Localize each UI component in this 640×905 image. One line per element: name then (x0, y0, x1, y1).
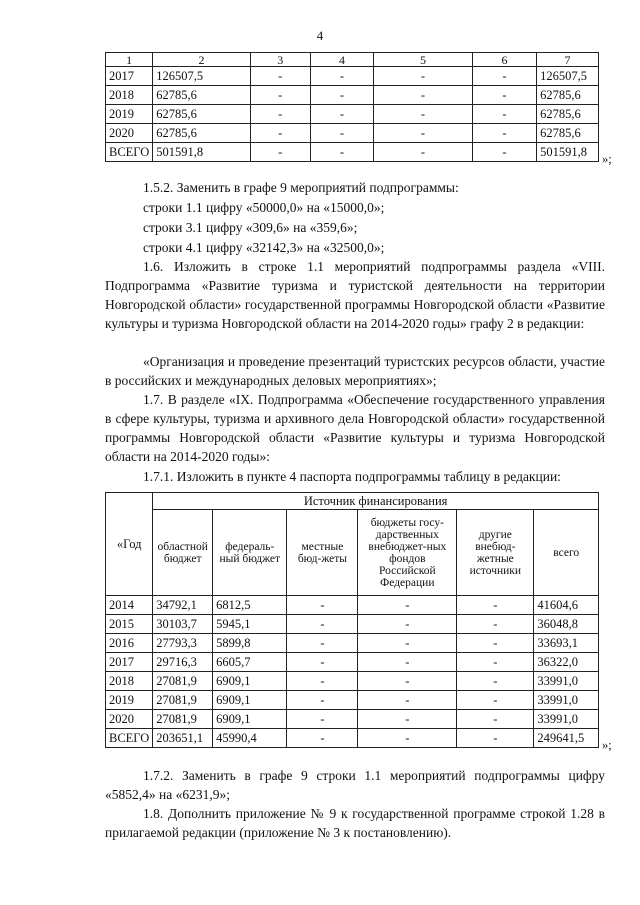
table-row (106, 615, 599, 634)
para-1-7-2: 1.7.2. Заменить в графе 9 строки 1.1 мероприятий подпрограммы цифру «5852,4» на «6231,9»; (105, 768, 605, 802)
table-cell: - (374, 143, 473, 162)
para-line-4-1: строки 4.1 цифру «32142,3» на «32500,0»; (143, 240, 385, 255)
table-cell: 501591,8 (537, 143, 599, 162)
table-cell: 2018 (106, 672, 153, 691)
table-cell: - (310, 143, 373, 162)
table-cell: - (287, 615, 358, 634)
table-cell: 34792,1 (153, 596, 213, 615)
table-cell: 33991,0 (534, 710, 599, 729)
table-cell: 45990,4 (213, 729, 287, 748)
table-cell: 27081,9 (153, 710, 213, 729)
table-cell: - (374, 86, 473, 105)
table-cell: - (472, 86, 536, 105)
column-number: 3 (250, 53, 310, 67)
para-1-7-1: 1.7.1. Изложить в пункте 4 паспорта подпрограммы таблицу в редакции: (143, 469, 561, 484)
table-cell: ВСЕГО (106, 143, 153, 162)
year-header: «Год (106, 493, 153, 596)
table-cell: - (374, 67, 473, 86)
column-number: 7 (537, 53, 599, 67)
col-regional: областной бюджет (153, 510, 213, 596)
table-cell: 29716,3 (153, 653, 213, 672)
table-cell: 62785,6 (537, 86, 599, 105)
para-1-5-2: 1.5.2. Заменить в графе 9 мероприятий подпрограммы: (143, 180, 459, 195)
table-cell: - (358, 691, 457, 710)
para-1-8: 1.8. Дополнить приложение № 9 к государственной программе строкой 1.28 в прилагаемой редакции (приложение № 3 к постановлению). (105, 806, 605, 840)
table-cell: 36322,0 (534, 653, 599, 672)
table-cell: - (287, 634, 358, 653)
table-row (106, 710, 599, 729)
para-quote: «Организация и проведение презентаций туристских ресурсов области, участие в российских и международных деловых мероприятиях»; (105, 354, 605, 388)
column-number: 4 (310, 53, 373, 67)
table-cell: 62785,6 (537, 105, 599, 124)
para-1-6: 1.6. Изложить в строке 1.1 мероприятий подпрограммы раздела «VIII. Подпрограмма «Развитие туризма и туристской деятельности на территории Новгородской области» государственной программы Новгородской области «Развитие культуры и туризма Новгородской области на 2014-2020 годы» графу 2 в редакции: (105, 259, 605, 331)
col-total: всего (534, 510, 599, 596)
table-cell: 2016 (106, 634, 153, 653)
table-cell: 6605,7 (213, 653, 287, 672)
column-number: 6 (472, 53, 536, 67)
table-row (106, 634, 599, 653)
table1-closing-quote: »; (602, 152, 612, 166)
table-cell: 62785,6 (537, 124, 599, 143)
table-cell: 501591,8 (153, 143, 250, 162)
table-cell: 2018 (106, 86, 153, 105)
table-cell: - (472, 67, 536, 86)
table-cell: 36048,8 (534, 615, 599, 634)
table-cell: 6909,1 (213, 672, 287, 691)
table-cell: 5945,1 (213, 615, 287, 634)
table-row (106, 143, 599, 162)
table-row (106, 67, 599, 86)
table-cell: 2015 (106, 615, 153, 634)
table-cell: 2019 (106, 105, 153, 124)
para-line-3-1: строки 3.1 цифру «309,6» на «359,6»; (143, 220, 358, 235)
col-federal: федераль-ный бюджет (213, 510, 287, 596)
table-cell: - (250, 143, 310, 162)
table-cell: - (310, 67, 373, 86)
table-cell: 27081,9 (153, 672, 213, 691)
table-row (106, 729, 599, 748)
table-cell: - (287, 653, 358, 672)
table-cell: 62785,6 (153, 105, 250, 124)
table-cell: 27081,9 (153, 691, 213, 710)
table-cell: 62785,6 (153, 124, 250, 143)
table-cell: 2020 (106, 710, 153, 729)
table-cell: 30103,7 (153, 615, 213, 634)
table2-closing-quote: »; (602, 738, 612, 752)
column-number: 5 (374, 53, 473, 67)
table-cell: 249641,5 (534, 729, 599, 748)
table-cell: 6909,1 (213, 691, 287, 710)
table-cell: 33991,0 (534, 691, 599, 710)
table-cell: - (358, 615, 457, 634)
table-cell: 2020 (106, 124, 153, 143)
table-cell: - (374, 124, 473, 143)
col-extrabudgetary-funds: бюджеты госу-дарственных внебюджет-ных фондов Российской Федерации (358, 510, 457, 596)
table-cell: - (358, 672, 457, 691)
table-row (106, 86, 599, 105)
col-other-sources: другие внебюд-жетные источники (457, 510, 534, 596)
table-cell: 5899,8 (213, 634, 287, 653)
table-row (106, 691, 599, 710)
table-cell: 33693,1 (534, 634, 599, 653)
source-header: Источник финансирования (153, 493, 599, 510)
table-cell: - (457, 710, 534, 729)
table-cell: - (287, 710, 358, 729)
page-number: 4 (316, 28, 324, 43)
table-cell: - (457, 729, 534, 748)
table-cell: - (358, 710, 457, 729)
table-cell: - (457, 634, 534, 653)
table-row (106, 653, 599, 672)
table-cell: - (358, 634, 457, 653)
table-cell: - (310, 86, 373, 105)
table-cell: - (250, 105, 310, 124)
table-cell: - (457, 596, 534, 615)
table-cell: 126507,5 (153, 67, 250, 86)
table-cell: - (250, 124, 310, 143)
table-row (106, 124, 599, 143)
column-number: 2 (153, 53, 250, 67)
table-cell: 41604,6 (534, 596, 599, 615)
table-cell: 2019 (106, 691, 153, 710)
table-cell: 203651,1 (153, 729, 213, 748)
table-cell: - (310, 124, 373, 143)
table-row (106, 672, 599, 691)
table-cell: - (457, 672, 534, 691)
table-cell: - (310, 105, 373, 124)
table-cell: 6909,1 (213, 710, 287, 729)
table-cell: 2017 (106, 653, 153, 672)
table-cell: - (287, 596, 358, 615)
table-cell: 126507,5 (537, 67, 599, 86)
col-local: местные бюд-жеты (287, 510, 358, 596)
table-cell: - (472, 105, 536, 124)
table-cell: - (287, 729, 358, 748)
column-number: 1 (106, 53, 153, 67)
financing-table (105, 492, 599, 748)
table-cell: 33991,0 (534, 672, 599, 691)
table-cell: - (358, 596, 457, 615)
table-cell: - (358, 729, 457, 748)
table-cell: 62785,6 (153, 86, 250, 105)
table-cell: - (287, 691, 358, 710)
table-cell: - (250, 67, 310, 86)
table-cell: 2014 (106, 596, 153, 615)
para-1-7: 1.7. В разделе «IX. Подпрограмма «Обеспечение государственного управления в сфере культуры, туризма и архивного дела Новгородской области» государственной программы Новгородской области «Развитие культуры и туризма Новгородской области на 2014-2020 годы»: (105, 392, 605, 464)
table-cell: - (472, 124, 536, 143)
table-cell: - (287, 672, 358, 691)
table-cell: 2017 (106, 67, 153, 86)
table-cell: 6812,5 (213, 596, 287, 615)
table-cell: - (374, 105, 473, 124)
table-cell: - (457, 691, 534, 710)
table-cell: - (250, 86, 310, 105)
table-cell: 27793,3 (153, 634, 213, 653)
table-cell: - (457, 653, 534, 672)
table-header-row (106, 53, 599, 67)
table-cell: - (457, 615, 534, 634)
table-cell: ВСЕГО (106, 729, 153, 748)
table-row (106, 105, 599, 124)
para-line-1-1: строки 1.1 цифру «50000,0» на «15000,0»; (143, 200, 385, 215)
table-cell: - (472, 143, 536, 162)
table-cell: - (358, 653, 457, 672)
table-row (106, 596, 599, 615)
budget-table-1 (105, 52, 599, 162)
